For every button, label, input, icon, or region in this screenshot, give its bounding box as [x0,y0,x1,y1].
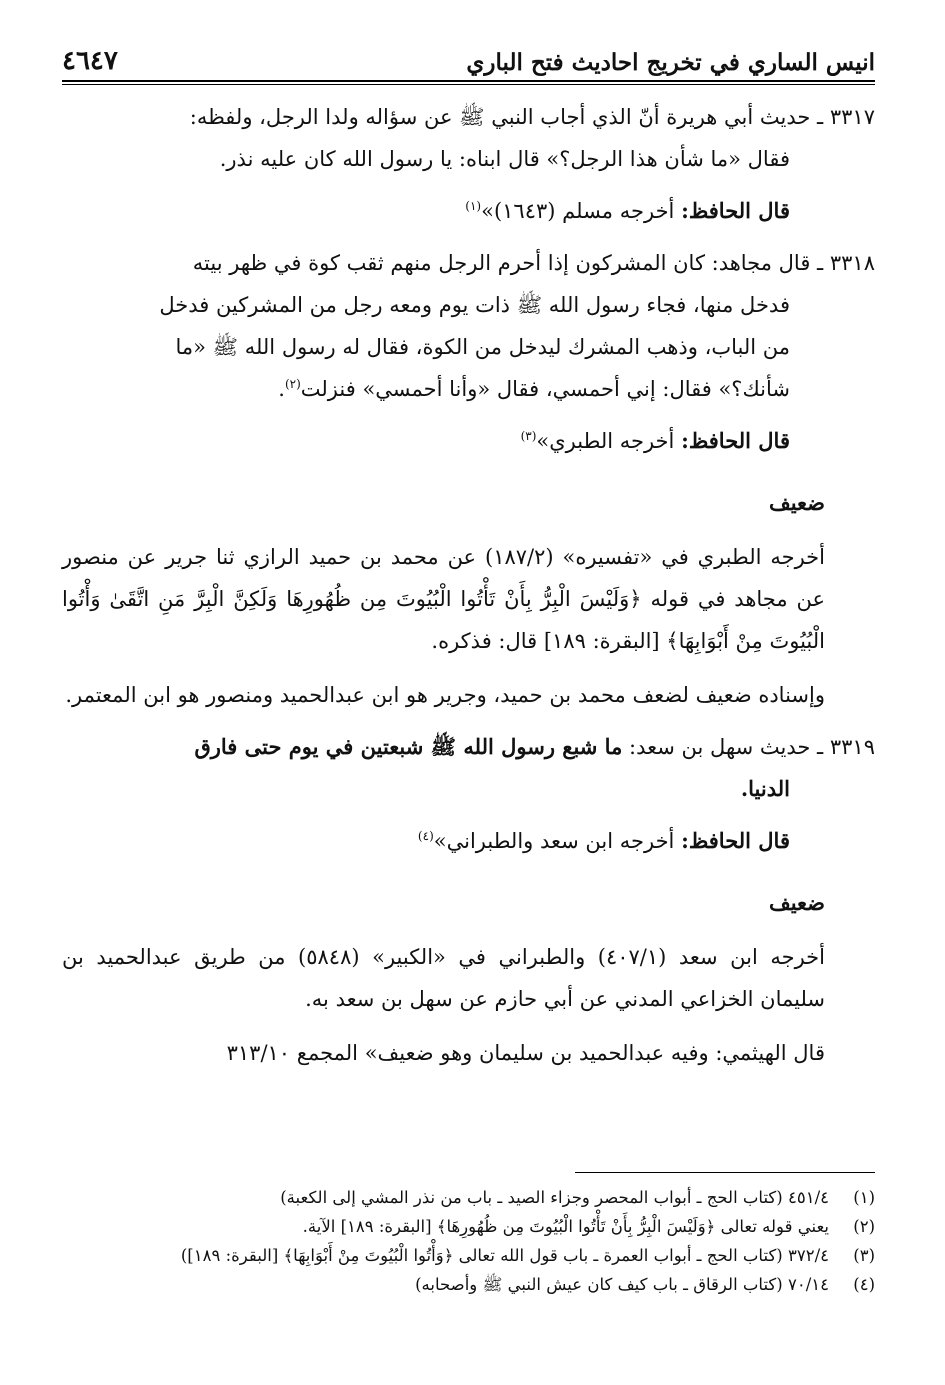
hafiz-note-3319 [62,820,875,862]
header-rule-thin [62,84,875,85]
haythami-quote: قال الهيثمي: وفيه عبدالحميد بن سليمان وهو ضعيف» المجمع ٣١٣/١٠ [226,1041,825,1065]
book-title: انيس الساري في تخريج احاديث فتح الباري [466,49,875,76]
hafiz-text: أخرجه ابن سعد والطبراني» [433,829,675,853]
hadith-3317-line-1: ٣٣١٧ ـ حديث أبي هريرة أنّ الذي أجاب النبي ﷺ عن سؤاله ولدا الرجل، ولفظه: [189,105,875,129]
hafiz-note-3318 [62,420,875,462]
hadith-3318-line-1: ٣٣١٨ ـ قال مجاهد: كان المشركون إذا أحرم الرجل منهم ثقب كوة في ظهر بيته [192,251,875,275]
grading-weak-1: ضعيف [768,490,825,515]
footnote-text: يعني قوله تعالى ﴿وَلَيْسَ الْبِرُّ بِأَنْ تَأْتُوا الْبُيُوتَ مِن ظُهُورِهَا﴾ [البقرة: ١٨٩] الآية. [302,1217,829,1236]
takhrij-paragraph-2: أخرجه ابن سعد (٤٠٧/١) والطبراني في «الكبير» (٥٨٤٨) من طريق عبدالحميد بن سليمان الخزاعي المدني عن أبي حازم عن سهل بن سعد به. [62,945,825,1011]
footnote-text: ٣٧٢/٤ (كتاب الحج ـ أبواب العمرة ـ باب قول الله تعالى ﴿وَأْتُوا الْبُيُوتَ مِنْ أَبْوَابِهَا﴾ [البقرة: ١٨٩]) [180,1246,829,1265]
grading-weak-2: ضعيف [768,890,825,915]
takhrij-paragraph-1: أخرجه الطبري في «تفسيره» (١٨٧/٢) عن محمد بن حميد الرازي ثنا جرير عن منصور عن مجاهد في قوله ﴿وَلَيْسَ الْبِرُّ بِأَنْ تَأْتُوا الْبُيُوتَ مِن ظُهُورِهَا وَلَكِنَّ الْبِرَّ مَنِ اتَّقَىٰ وَأْتُوا الْبُيُوتَ مِنْ أَبْوَابِهَا﴾ [البقرة: ١٨٩] قال: فذكره. [62,545,825,653]
hafiz-label: قال الحافظ: [681,198,790,223]
hafiz-label: قال الحافظ: [681,428,790,453]
hadith-3319-matn: ما شبع رسول الله ﷺ شبعتين في يوم حتى فارق [194,734,623,759]
footnote-text: ٧٠/١٤ (كتاب الرقاق ـ باب كيف كان عيش النبي ﷺ وأصحابه) [415,1275,829,1294]
running-header [62,36,875,76]
footnote-item [62,1270,875,1299]
footnote-number: (٢) [853,1217,875,1236]
header-rule [62,80,875,82]
footnote-ref[interactable]: (٢) [284,377,301,391]
footnote-number: (٤) [853,1275,875,1294]
footnote-ref[interactable]: (٣) [520,429,537,443]
footnotes [62,1183,875,1299]
hadith-3319-line-2: الدنيا. [740,776,790,801]
footnote-item [62,1241,875,1270]
page-number: ٤٦٤٧ [62,46,118,76]
hafiz-label: قال الحافظ: [681,828,790,853]
footnote-item [62,1183,875,1212]
main-text [62,96,875,1074]
hadith-3318-line-2: فدخل منها، فجاء رسول الله ﷺ ذات يوم ومعه رجل من المشركين فدخل [159,293,790,317]
footnote-text: ٤٥١/٤ (كتاب الحج ـ أبواب المحصر وجزاء الصيد ـ باب من نذر المشي إلى الكعبة) [280,1188,829,1207]
hadith-3317-line-2: فقال «ما شأن هذا الرجل؟» قال ابناه: يا رسول الله كان عليه نذر. [219,147,790,171]
hafiz-note-3317 [62,190,875,232]
hadith-3318-line-4-text: شأنك؟» فقال: إني أحمسي، فقال «وأنا أحمسي» فنزلت [300,377,790,401]
hadith-3319-intro: ٣٣١٩ ـ حديث سهل بن سعد: [629,735,875,759]
hadith-3318-line-3: من الباب، وذهب المشرك ليدخل من الكوة، فقال له رسول الله ﷺ «ما [175,335,790,359]
hadith-3318-line-4: شأنك؟» فقال: إني أحمسي، فقال «وأنا أحمسي» فنزلت$^{(٢)}$. [278,377,790,401]
footnote-number: (٣) [853,1246,875,1265]
hafiz-text: أخرجه الطبري» [536,429,675,453]
footnote-separator [575,1172,875,1173]
isnad-paragraph-1: وإسناده ضعيف لضعف محمد بن حميد، وجرير هو ابن عبدالحميد ومنصور هو ابن المعتمر. [65,683,825,707]
footnote-ref[interactable]: (١) [465,199,482,213]
footnote-ref[interactable]: (٤) [417,829,434,843]
hafiz-text: أخرجه مسلم (١٦٤٣)» [481,199,675,223]
hadith-3319-line-1 [62,726,875,768]
footnote-item [62,1212,875,1241]
footnote-number: (١) [853,1188,875,1207]
